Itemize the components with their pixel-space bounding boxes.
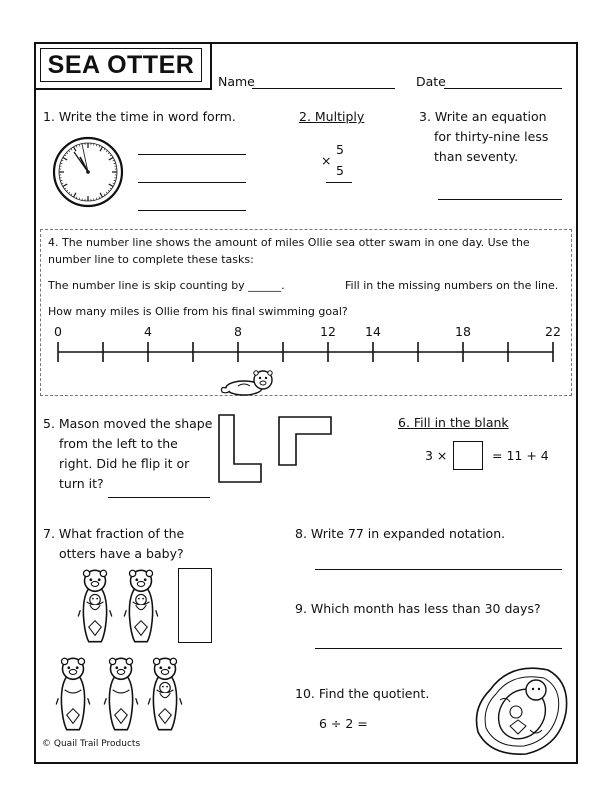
q9-answer-line[interactable] (315, 648, 562, 649)
copyright: © Quail Trail Products (42, 739, 141, 749)
q2-top-number: 5 (336, 142, 344, 157)
page-title: SEA OTTER (40, 48, 202, 82)
q7-line-2: otters have a baby? (59, 546, 184, 561)
q6-label: 6. Fill in the blank (398, 415, 509, 430)
number-line-label: 12 (320, 324, 336, 339)
q2-label: 2. Multiply (299, 109, 365, 124)
q8-text: 8. Write 77 in expanded notation. (295, 526, 506, 541)
q4-line-2: number line to complete these tasks: (48, 253, 254, 266)
otter-with-baby-icon (74, 568, 116, 644)
q4-line-1: 4. The number line shows the amount of miles Ollie sea otter swam in one day. Use the (48, 236, 530, 249)
q4-task-goal: How many miles is Ollie from his final swimming goal? (48, 305, 348, 318)
q6-left: 3 × (425, 448, 448, 463)
q6-blank-box[interactable] (453, 441, 483, 470)
otter-with-baby-icon (120, 568, 162, 644)
q5-answer-line[interactable] (108, 497, 210, 498)
q2-operator: × (321, 153, 332, 168)
q10-text: 10. Find the quotient. (295, 686, 430, 701)
name-label: Name (218, 74, 255, 89)
number-line-label: 8 (234, 324, 242, 339)
l-shapes-icon (216, 412, 336, 488)
q2-bottom-number: 5 (336, 163, 344, 178)
q3-line-3: than seventy. (434, 149, 519, 164)
q5-line-1: 5. Mason moved the shape (43, 416, 213, 431)
q5-line-4: turn it? (59, 476, 104, 491)
number-line-label: 22 (545, 324, 561, 339)
number-line-label: 18 (455, 324, 471, 339)
q4-task-fill: Fill in the missing numbers on the line. (345, 279, 559, 292)
q7-line-1: 7. What fraction of the (43, 526, 185, 541)
otter-icon (52, 656, 94, 732)
q10-expression: 6 ÷ 2 = (319, 716, 368, 731)
q6-right: = 11 + 4 (492, 448, 549, 463)
q8-answer-line[interactable] (315, 569, 562, 570)
number-line-label: 4 (144, 324, 152, 339)
date-label: Date (416, 74, 446, 89)
otter-floating-icon (470, 660, 572, 758)
swimming-otter-icon (218, 366, 276, 400)
number-line-label: 0 (54, 324, 62, 339)
q5-line-2: from the left to the (59, 436, 178, 451)
q3-line-1: 3. Write an equation (419, 109, 547, 124)
q1-text: 1. Write the time in word form. (43, 109, 236, 124)
q7-answer-box[interactable] (178, 568, 212, 643)
otter-icon (100, 656, 142, 732)
q5-line-3: right. Did he flip it or (59, 456, 190, 471)
q3-line-2: for thirty-nine less (434, 129, 549, 144)
number-line-label: 14 (365, 324, 381, 339)
otter-with-baby-icon (144, 656, 186, 732)
q9-text: 9. Which month has less than 30 days? (295, 601, 541, 616)
q4-task-skip: The number line is skip counting by ______. (48, 279, 285, 292)
